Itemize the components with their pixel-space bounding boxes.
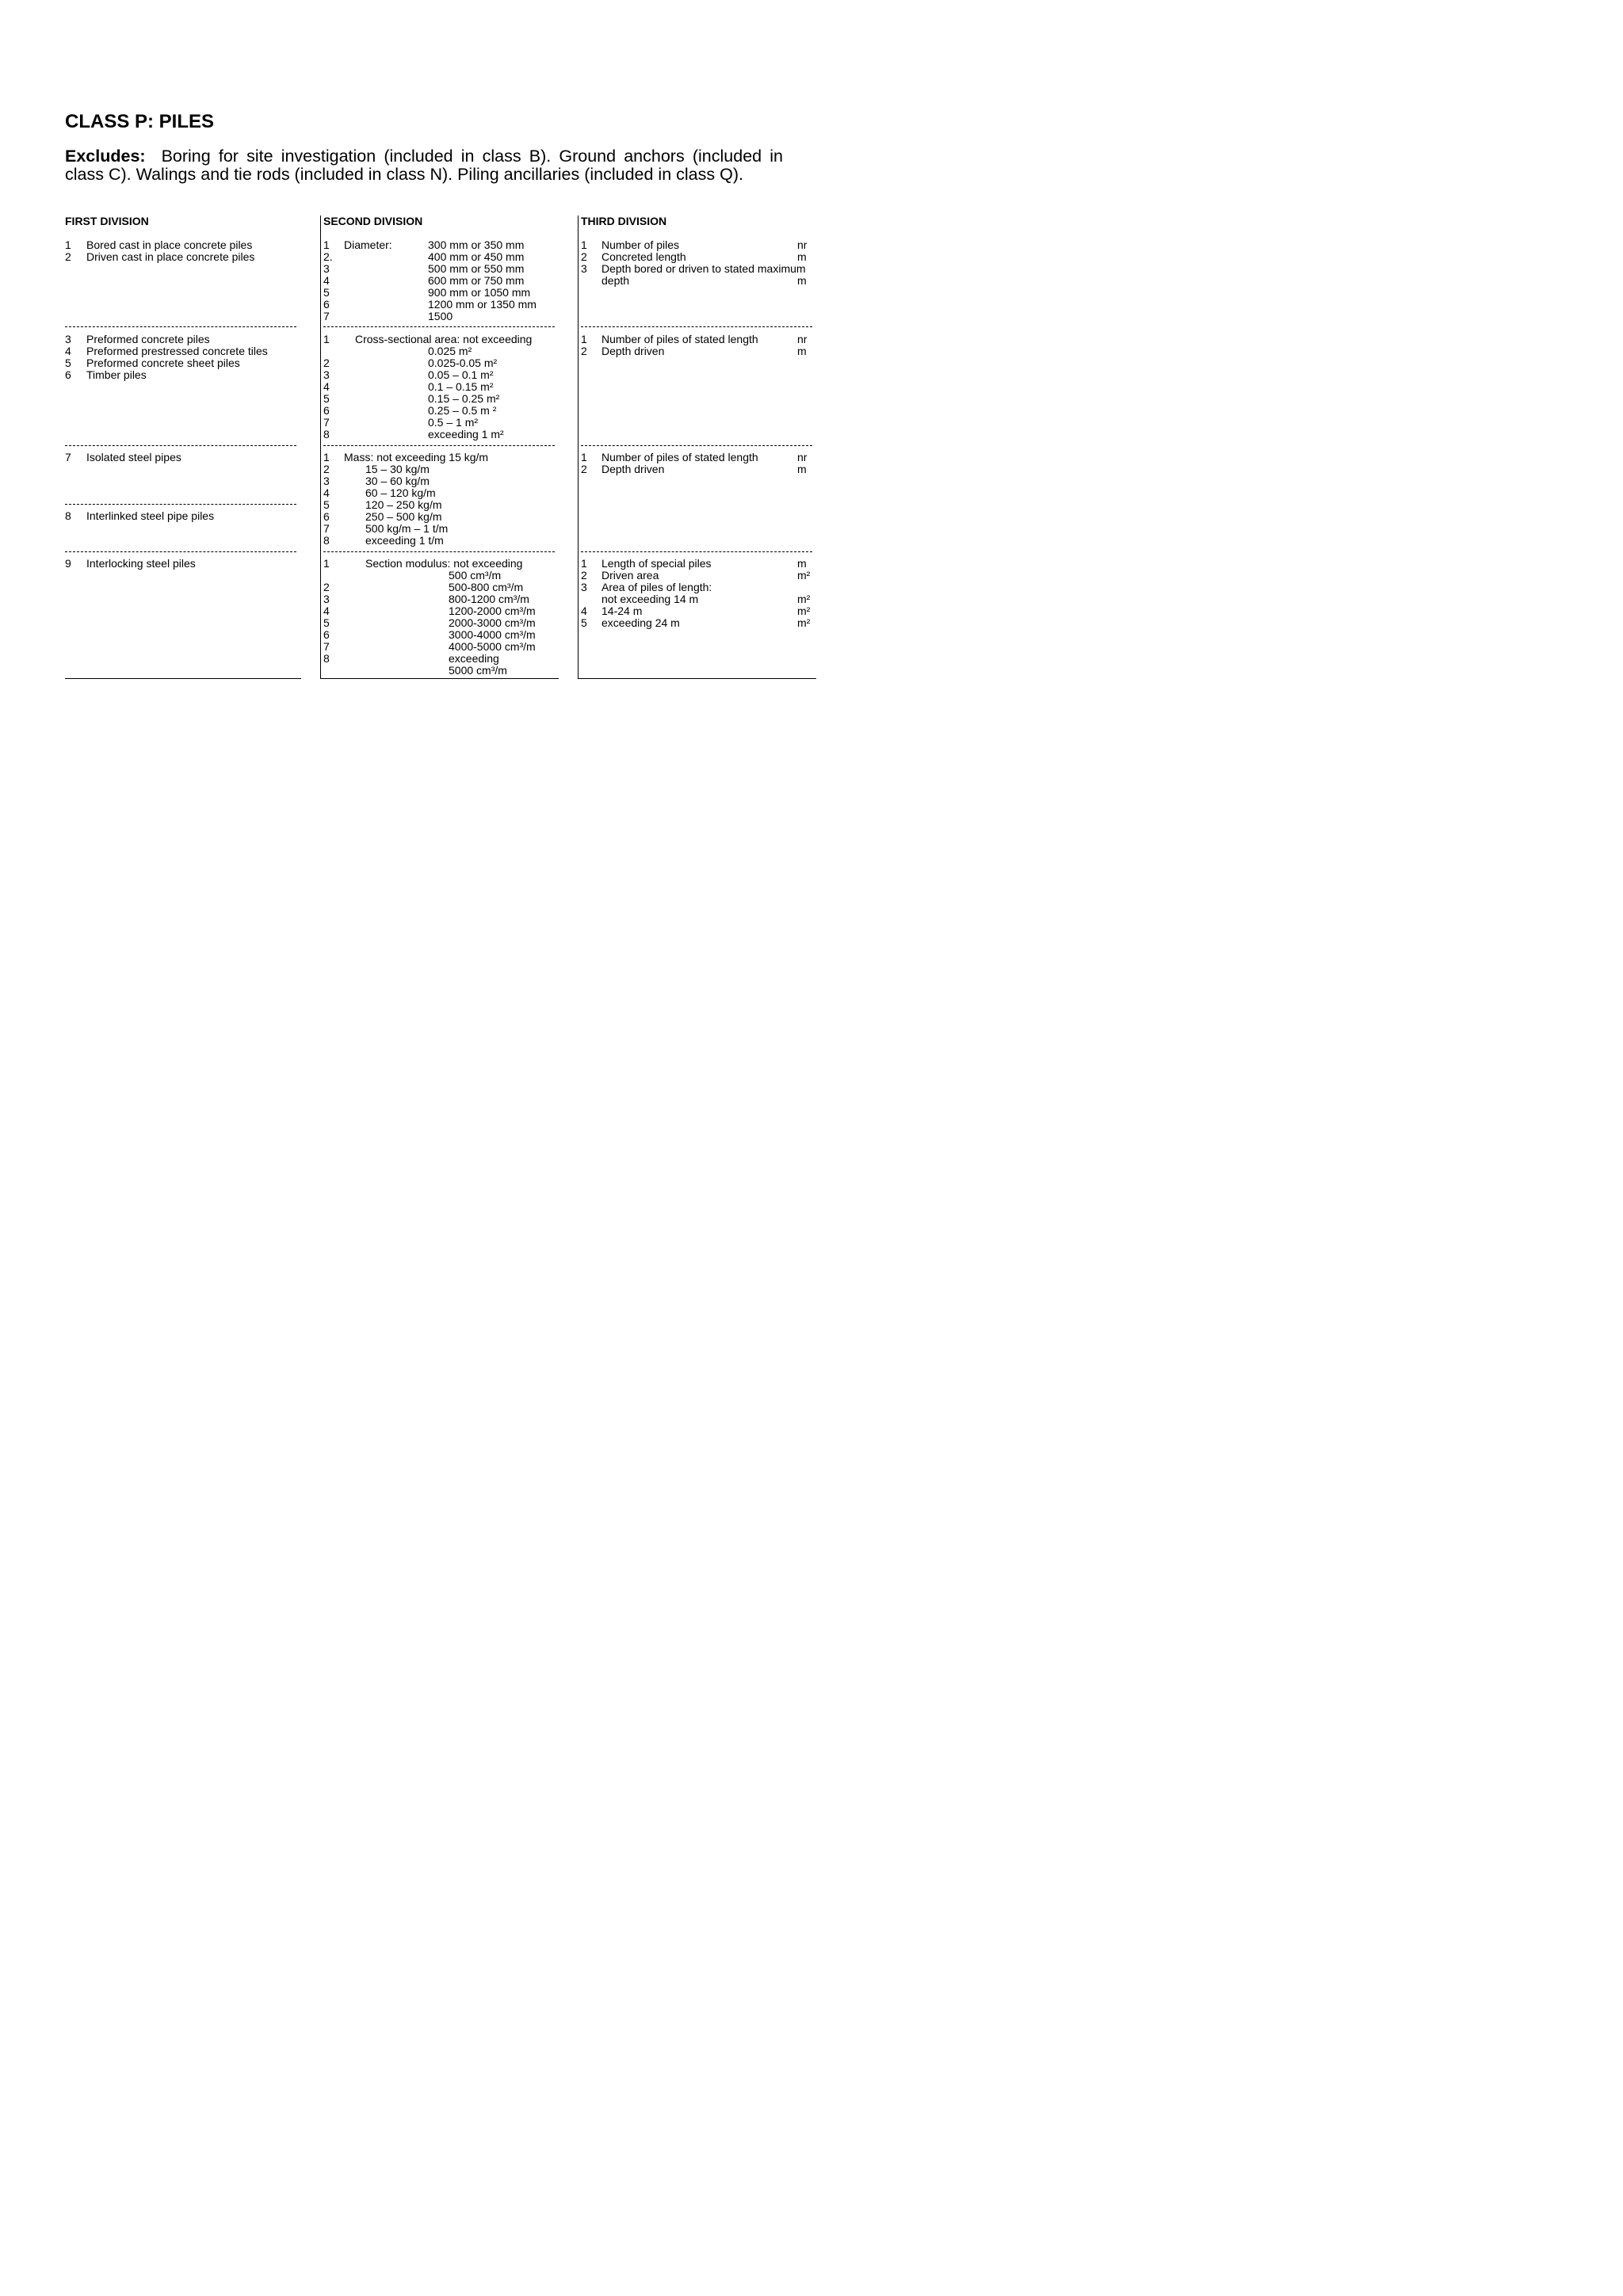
first-division-column: FIRST DIVISION 1 Bored cast in place concrete piles 2 Driven cast in place concrete piles 3 Preformed concrete piles 4 Preformed prestressed concrete tiles 5 Preformed concrete sheet piles 6 Timber piles 7 Isolated steel pipes 8 Interlinked steel pipe piles 9 Interlocking steel piles: [65, 215, 301, 679]
excludes-paragraph: [65, 147, 783, 184]
page-title: CLASS P: PILES: [65, 111, 215, 132]
divider: [323, 445, 555, 446]
divider: [323, 551, 555, 552]
divider: [65, 326, 296, 327]
divider: [581, 445, 812, 446]
second-division-column: SECOND DIVISION 1 Diameter: 300 mm or 350 mm 2. 400 mm or 450 mm 3 500 mm or 550 mm 4 600 mm or 750 mm 5 900 mm or 1050 mm 6 1200 mm or 1350 mm 7 1500 1 Cross-sectional area: not exceeding 0.025 m² 2 0.025-0.05 m² 3 0.05 – 0.1 m² 4 0.1 – 0.15 m² 5 0.15 – 0.25 m² 6 0.25 – 0.5 m ² 7 0.5 – 1 m² 8 exceeding 1 m² 1 Mass: not exceeding 15 kg/m 2 15 – 30 kg/m 3 30 – 60 kg/m 4 60 – 120 kg/m 5 120 – 250 kg/m 6 250 – 500 kg/m 7 500 kg/m – 1 t/m 8 exceeding 1 t/m 1 Section modulus: not exceeding 500 cm³/m 2 500-800 cm³/m 3 800-1200 cm³/m 4 1200-2000 cm³/m 5 2000-3000 cm³/m 6 3000-4000 cm³/m 7 4000-5000 cm³/m 8 exceeding 5000 cm³/m: [320, 215, 559, 679]
first-division-heading: FIRST DIVISION: [65, 215, 149, 227]
excludes-text: Boring for site investigation (included in class B). Ground anchors (included in class C). Walings and tie rods (included in class N). Piling ancillaries (included in class Q).: [65, 147, 783, 184]
second-division-heading: SECOND DIVISION: [323, 215, 423, 227]
divider: [581, 551, 812, 552]
third-division-heading: THIRD DIVISION: [581, 215, 667, 227]
divider: [65, 551, 296, 552]
third-division-column: THIRD DIVISION 1 Number of piles nr 2 Concreted length m 3 Depth bored or driven to stated maximum depth m 1 Number of piles of stated length nr 2 Depth driven m 1 Number of piles of stated length nr 2 Depth driven m 1 Length of special piles m 2 Driven area m² 3 Area of piles of length: not exceeding 14 m m² 4 14-24 m m² 5 exceeding 24 m m²: [578, 215, 816, 679]
divider: [323, 326, 555, 327]
divider: [581, 326, 812, 327]
excludes-label: Excludes:: [65, 147, 146, 166]
divider: [65, 504, 296, 505]
divider: [65, 445, 296, 446]
